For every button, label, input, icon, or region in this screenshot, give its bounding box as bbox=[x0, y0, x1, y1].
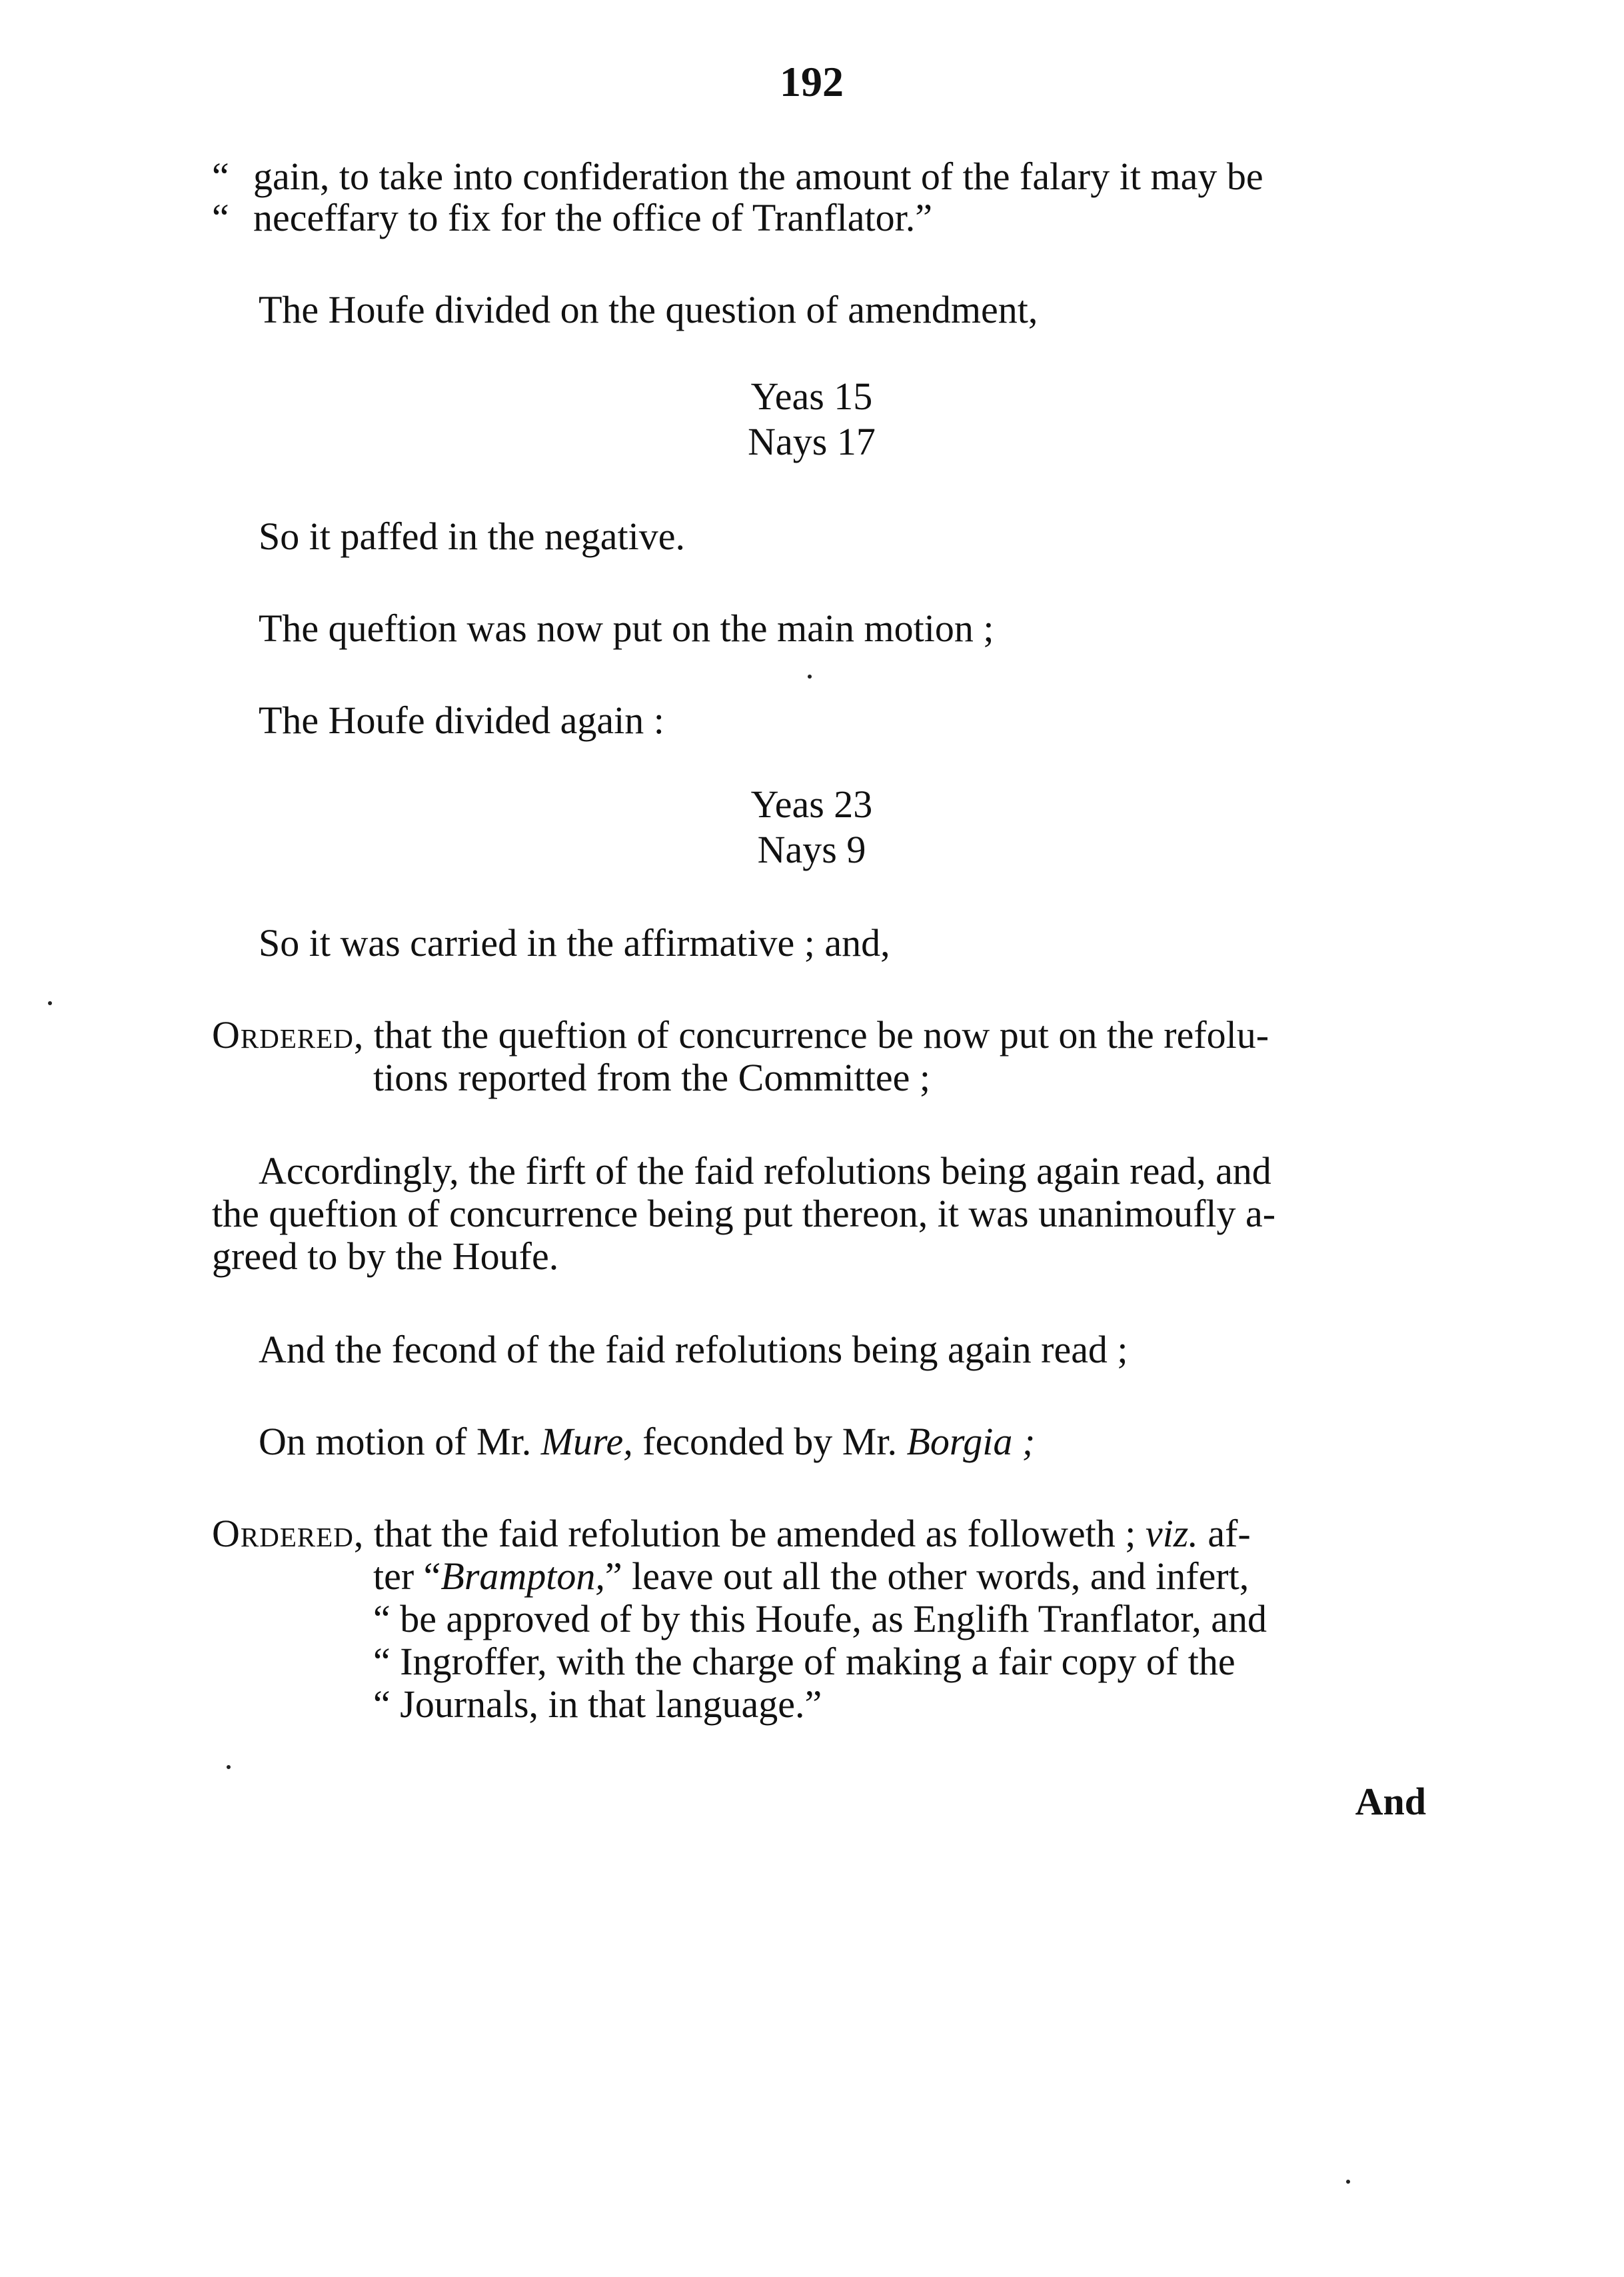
ordered-2-line-4: “ Ingroffer, with the charge of making a fair copy of the bbox=[373, 1640, 1235, 1683]
ordered-text: that the queftion of concurrence be now put on the refolu- bbox=[373, 1013, 1269, 1057]
ordered-text-end: ” leave out all the other words, and infert, bbox=[604, 1554, 1249, 1598]
ink-speck bbox=[227, 1765, 231, 1769]
quote-line-1 bbox=[212, 153, 1263, 200]
accordingly-line-2: the queftion of concurrence being put thereon, it was unanimoufly a- bbox=[212, 1192, 1276, 1235]
motion-name-borgia: Borgia ; bbox=[906, 1420, 1036, 1463]
motion-mid: feconded by Mr. bbox=[642, 1420, 897, 1463]
ordered-1-line-1 bbox=[212, 1012, 1269, 1059]
ordered-text-end: af- bbox=[1208, 1512, 1251, 1555]
motion-prefix: On motion of Mr. bbox=[259, 1420, 532, 1463]
quote-text: gain, to take into confideration the amount of the falary it may be bbox=[253, 155, 1263, 198]
ordered-2-line-3: “ be approved of by this Houfe, as Englifh Tranflator, and bbox=[373, 1597, 1267, 1640]
ordered-text: that the faid refolution be amended as followeth ; bbox=[373, 1512, 1136, 1555]
vote-nays-2: Nays 9 bbox=[757, 828, 866, 871]
catchword: And bbox=[1355, 1780, 1426, 1823]
ordered-2-line-2 bbox=[373, 1553, 1249, 1600]
paragraph-second-resolution: And the fecond of the faid refolutions being again read ; bbox=[259, 1328, 1128, 1371]
ordered-1-line-2: tions reported from the Committee ; bbox=[373, 1056, 930, 1099]
quote-line-2 bbox=[212, 195, 932, 241]
accordingly-line-1: Accordingly, the firft of the faid refolutions being again read, and bbox=[259, 1149, 1271, 1192]
paragraph-divided-again: The Houfe divided again : bbox=[259, 699, 664, 742]
ink-speck bbox=[48, 1001, 52, 1005]
ink-speck bbox=[1346, 2180, 1350, 2184]
accordingly-line-3: greed to by the Houfe. bbox=[212, 1234, 559, 1278]
name-brampton: Brampton, bbox=[440, 1554, 605, 1598]
paragraph-negative: So it paffed in the negative. bbox=[259, 515, 685, 558]
viz-abbrev: viz. bbox=[1145, 1512, 1198, 1555]
ink-speck bbox=[808, 675, 812, 679]
paragraph-divided-amendment: The Houfe divided on the question of amendment, bbox=[259, 288, 1038, 331]
page-number: 192 bbox=[780, 58, 844, 105]
paragraph-affirmative: So it was carried in the affirmative ; and, bbox=[259, 921, 890, 965]
quote-mark: “ bbox=[212, 196, 229, 239]
ordered-text: ter “ bbox=[373, 1554, 441, 1598]
vote-yeas-1: Yeas 15 bbox=[750, 375, 873, 418]
paragraph-question-main: The queftion was now put on the main motion ; bbox=[259, 607, 994, 650]
vote-nays-1: Nays 17 bbox=[748, 420, 876, 463]
ordered-label: Ordered, bbox=[212, 1512, 365, 1555]
vote-yeas-2: Yeas 23 bbox=[750, 783, 873, 826]
paragraph-motion bbox=[259, 1418, 1035, 1465]
quote-mark: “ bbox=[212, 155, 229, 198]
motion-name-mure: Mure, bbox=[540, 1420, 633, 1463]
quote-text: neceffary to fix for the office of Tranflator.” bbox=[253, 196, 932, 239]
ordered-2-line-5: “ Journals, in that language.” bbox=[373, 1682, 822, 1726]
ordered-label: Ordered, bbox=[212, 1013, 365, 1057]
ordered-2-line-1 bbox=[212, 1510, 1251, 1557]
